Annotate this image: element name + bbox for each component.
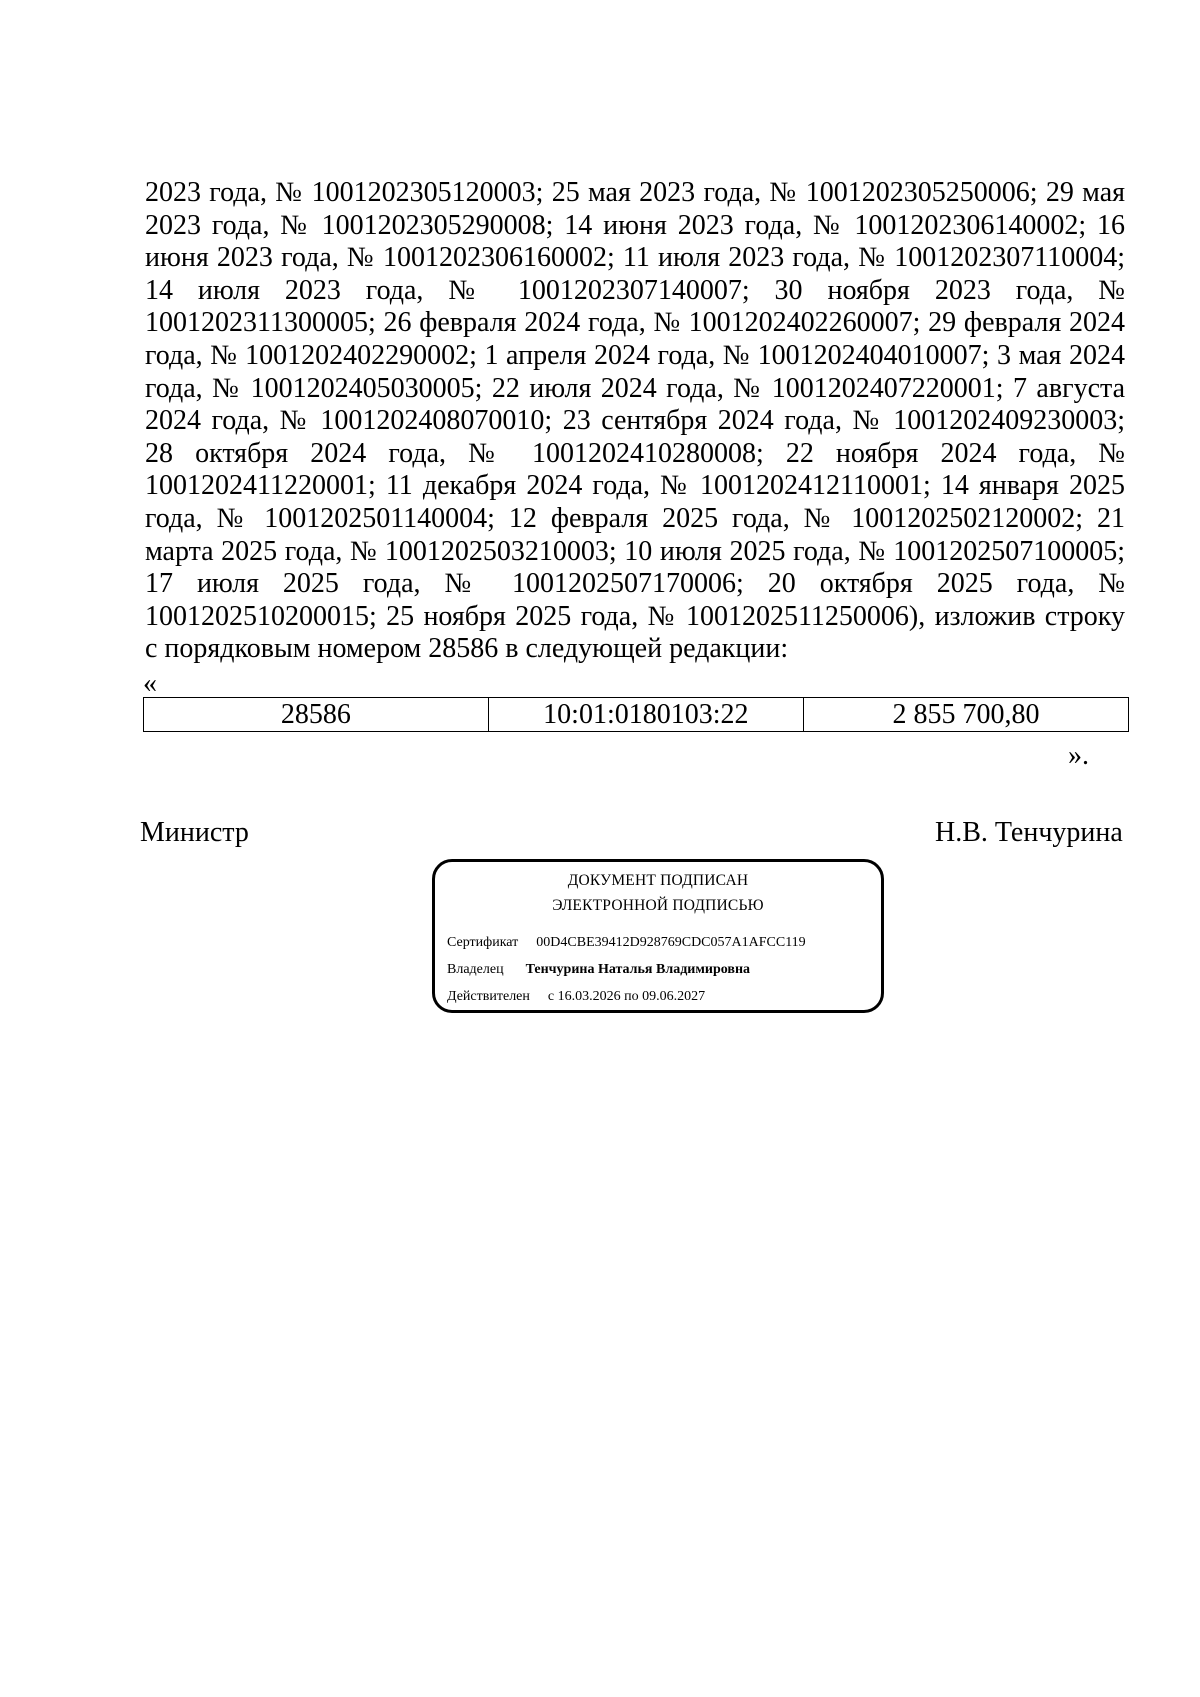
- body-line: 17 июля 2025 года, № 1001202507170006; 20 октября 2025 года, №: [145, 568, 1125, 600]
- stamp-validity-row: [447, 989, 705, 1005]
- body-line: 14 июля 2023 года, № 1001202307140007; 30 ноября 2023 года, №: [145, 274, 1125, 306]
- stamp-owner-value: Тенчурина Наталья Владимировна: [525, 962, 751, 977]
- row-number-cell: 28586: [144, 698, 489, 732]
- body-line: года, № 1001202402290002; 1 апреля 2024 года, № 1001202404010007; 3 мая 2024: [145, 339, 1125, 371]
- stamp-owner-row: [447, 962, 750, 978]
- stamp-certificate-label: Сертификат: [447, 935, 519, 950]
- cadastral-number-cell: 10:01:0180103:22: [488, 698, 803, 732]
- body-line: 1001202411220001; 11 декабря 2024 года, № 1001202412110001; 14 января 2025: [145, 470, 1125, 502]
- cadastral-value-cell: 2 855 700,80: [803, 698, 1128, 732]
- body-line: марта 2025 года, № 1001202503210003; 10 июля 2025 года, № 1001202507100005;: [145, 535, 1125, 567]
- amendment-table: [143, 697, 1129, 732]
- stamp-owner-label: Владелец: [447, 962, 504, 977]
- stamp-certificate-value: 00D4CBE39412D928769CDC057A1AFCC119: [536, 935, 806, 950]
- body-line: 1001202510200015; 25 ноября 2025 года, № 1001202511250006), изложив строку: [145, 600, 1125, 632]
- signatory-position: Министр: [140, 817, 249, 848]
- body-line: 28 октября 2024 года, № 1001202410280008; 22 ноября 2024 года, №: [145, 437, 1125, 469]
- body-paragraph: [145, 177, 1125, 666]
- quote-open: «: [143, 668, 157, 699]
- body-line: 2023 года, № 1001202305120003; 25 мая 2023 года, № 1001202305250006; 29 мая: [145, 177, 1125, 208]
- body-line: года, № 1001202405030005; 22 июля 2024 года, № 1001202407220001; 7 августа: [145, 372, 1125, 404]
- body-line: 2023 года, № 1001202305290008; 14 июня 2023 года, № 1001202306140002; 16: [145, 209, 1125, 241]
- stamp-validity-label: Действителен: [447, 989, 530, 1004]
- body-line: 2024 года, № 1001202408070010; 23 сентября 2024 года, № 1001202409230003;: [145, 405, 1125, 437]
- electronic-signature-stamp: [432, 859, 884, 1013]
- stamp-title-line1: ДОКУМЕНТ ПОДПИСАН: [567, 872, 749, 889]
- stamp-certificate-row: [447, 935, 806, 951]
- stamp-title-line2: ЭЛЕКТРОННОЙ ПОДПИСЬЮ: [552, 897, 764, 914]
- signatory-name: Н.В. Тенчурина: [935, 817, 1123, 848]
- stamp-validity-value: с 16.03.2026 по 09.06.2027: [547, 989, 706, 1004]
- table-row: [144, 698, 1129, 732]
- body-line: 1001202311300005; 26 февраля 2024 года, № 1001202402260007; 29 февраля 2024: [145, 307, 1125, 339]
- body-line: июня 2023 года, № 1001202306160002; 11 июля 2023 года, № 1001202307110004;: [145, 242, 1125, 274]
- quote-close: ».: [1068, 740, 1089, 771]
- body-line: с порядковым номером 28586 в следующей редакции:: [145, 633, 789, 665]
- body-line: года, № 1001202501140004; 12 февраля 2025 года, № 1001202502120002; 21: [145, 502, 1125, 534]
